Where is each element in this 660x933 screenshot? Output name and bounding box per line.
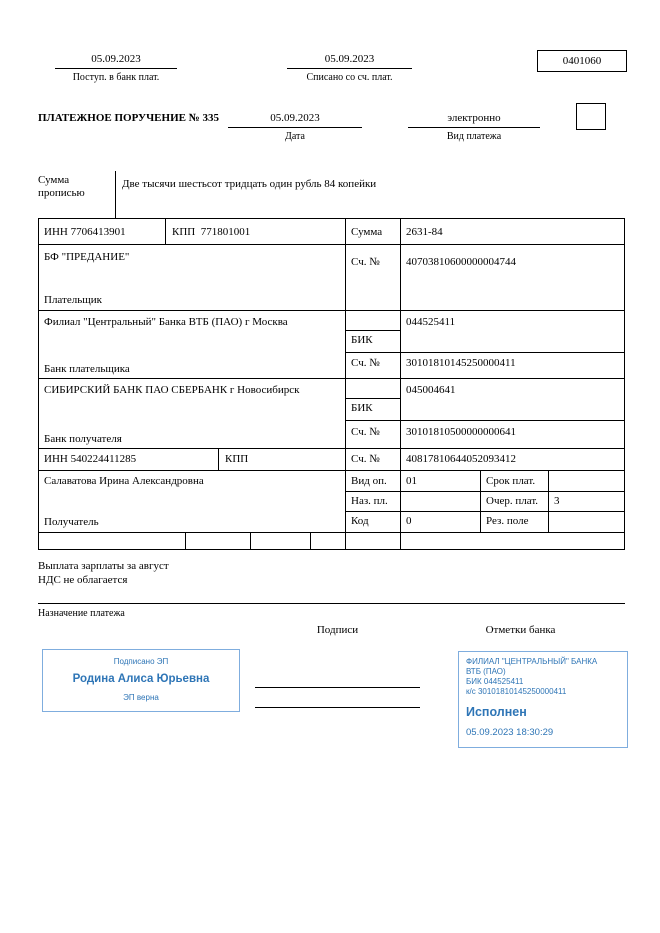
- payer-inn: ИНН 7706413901: [44, 226, 126, 238]
- document-date-value: 05.09.2023: [270, 112, 320, 124]
- signatures-label: Подписи: [316, 624, 359, 636]
- grid-line: [185, 532, 186, 550]
- payee-bank-label: Банк получателя: [44, 433, 122, 445]
- debited-date-value: 05.09.2023: [324, 53, 375, 65]
- grid-line: [38, 448, 625, 449]
- rez-pole-label: Рез. поле: [486, 515, 529, 527]
- amount-words-value: Две тысячи шестьсот тридцать один рубль 84 копейки: [122, 178, 377, 190]
- payment-type-value: электронно: [447, 112, 501, 124]
- bank-stamp-line-1: ФИЛИАЛ "ЦЕНТРАЛЬНЫЙ" БАНКА: [466, 657, 598, 666]
- grid-line: [400, 218, 401, 550]
- document-date-underline: [228, 127, 362, 128]
- ocher-plat-label: Очер. плат.: [486, 495, 539, 507]
- payer-bank-account-value: 30101810145250000411: [406, 357, 516, 369]
- signature-line-1: [255, 687, 420, 688]
- payee-kpp: КПП: [225, 453, 249, 465]
- grid-line: [38, 310, 625, 311]
- payer-name: БФ "ПРЕДАНИЕ": [44, 251, 130, 263]
- purpose-label: Назначение платежа: [38, 608, 125, 619]
- digital-signature-stamp: [42, 649, 240, 712]
- payee-account-value: 40817810644052093412: [406, 453, 516, 465]
- payer-bank-label: Банк плательщика: [44, 363, 130, 375]
- payment-type-label: Вид платежа: [446, 131, 502, 142]
- payee-inn: ИНН 540224411285: [44, 453, 137, 465]
- grid-line: [345, 511, 625, 512]
- purpose-line-2: НДС не облагается: [38, 574, 128, 586]
- received-date-value: 05.09.2023: [91, 53, 141, 65]
- grid-line: [345, 352, 625, 353]
- kod-label: Код: [351, 515, 369, 527]
- bank-stamp-corr-account: к/с 30101810145250000411: [466, 687, 567, 696]
- payee-label: Получатель: [44, 516, 99, 528]
- srok-plat-label: Срок плат.: [486, 475, 536, 487]
- grid-line: [218, 448, 219, 470]
- sum-label: Сумма: [351, 226, 383, 238]
- document-date-label: Дата: [285, 131, 305, 142]
- grid-line: [250, 532, 251, 550]
- payer-kpp: КПП 771801001: [172, 226, 251, 238]
- debited-date-label: Списано со сч. плат.: [306, 72, 393, 83]
- grid-line: [345, 218, 346, 550]
- payer-label: Плательщик: [44, 294, 102, 306]
- ocher-plat-value: 3: [554, 495, 560, 507]
- purpose-line-1: Выплата зарплаты за август: [38, 560, 169, 572]
- bank-execution-stamp: [458, 651, 628, 748]
- payer-bank-bik-value: 044525411: [406, 316, 456, 328]
- grid-line: [38, 470, 625, 471]
- amount-words-divider: [115, 171, 116, 218]
- payee-bank-account-label: Сч. №: [351, 426, 380, 438]
- ep-stamp-verified-label: ЭП верна: [123, 693, 159, 702]
- debited-date-underline: [287, 68, 412, 69]
- payee-bank-bik-value: 045004641: [406, 384, 456, 396]
- vid-op-value: 01: [406, 475, 417, 487]
- form-code-box: 0401060: [537, 50, 627, 72]
- payer-bank-bik-label: БИК: [351, 334, 373, 346]
- bank-stamp-line-2: ВТБ (ПАО): [466, 667, 506, 676]
- purpose-underline: [38, 603, 625, 604]
- grid-line: [548, 470, 549, 532]
- bank-stamp-bik: БИК 044525411: [466, 677, 524, 686]
- payee-bank-account-value: 30101810500000000641: [406, 426, 516, 438]
- kod-value: 0: [406, 515, 412, 527]
- document-title: ПЛАТЕЖНОЕ ПОРУЧЕНИЕ № 335: [38, 112, 220, 124]
- naz-pl-label: Наз. пл.: [351, 495, 388, 507]
- received-date-underline: [55, 68, 177, 69]
- amount-words-label: Сумма прописью: [38, 174, 85, 199]
- payee-name: Салаватова Ирина Александровна: [44, 475, 204, 487]
- grid-line: [345, 330, 400, 331]
- payee-bank-bik-label: БИК: [351, 402, 373, 414]
- grid-line: [38, 378, 625, 379]
- payee-account-label: Сч. №: [351, 453, 380, 465]
- sum-value: 2631-84: [406, 226, 443, 238]
- payer-bank-name: Филиал "Центральный" Банка ВТБ (ПАО) г Москва: [44, 316, 288, 328]
- grid-line: [345, 420, 625, 421]
- payer-bank-account-label: Сч. №: [351, 357, 380, 369]
- ep-stamp-signer-name: Родина Алиса Юрьевна: [72, 673, 210, 685]
- grid-line: [345, 398, 400, 399]
- bank-stamp-datetime: 05.09.2023 18:30:29: [466, 727, 554, 738]
- payer-account-label: Сч. №: [351, 256, 380, 268]
- bank-stamp-status: Исполнен: [466, 705, 527, 719]
- bank-marks-label: Отметки банка: [485, 624, 556, 636]
- vid-op-label: Вид оп.: [351, 475, 387, 487]
- payee-bank-name: СИБИРСКИЙ БАНК ПАО СБЕРБАНК г Новосибирск: [44, 384, 300, 396]
- signature-line-2: [255, 707, 420, 708]
- ep-stamp-top-label: Подписано ЭП: [113, 657, 169, 666]
- grid-line: [345, 491, 625, 492]
- grid-line: [310, 532, 311, 550]
- grid-line: [38, 244, 625, 245]
- received-date-label: Поступ. в банк плат.: [72, 72, 160, 83]
- grid-line: [480, 470, 481, 532]
- status-code-box: [576, 103, 606, 130]
- grid-line: [165, 218, 166, 244]
- grid-line: [38, 532, 625, 533]
- payer-account-value: 40703810600000004744: [406, 256, 516, 268]
- payment-type-underline: [408, 127, 540, 128]
